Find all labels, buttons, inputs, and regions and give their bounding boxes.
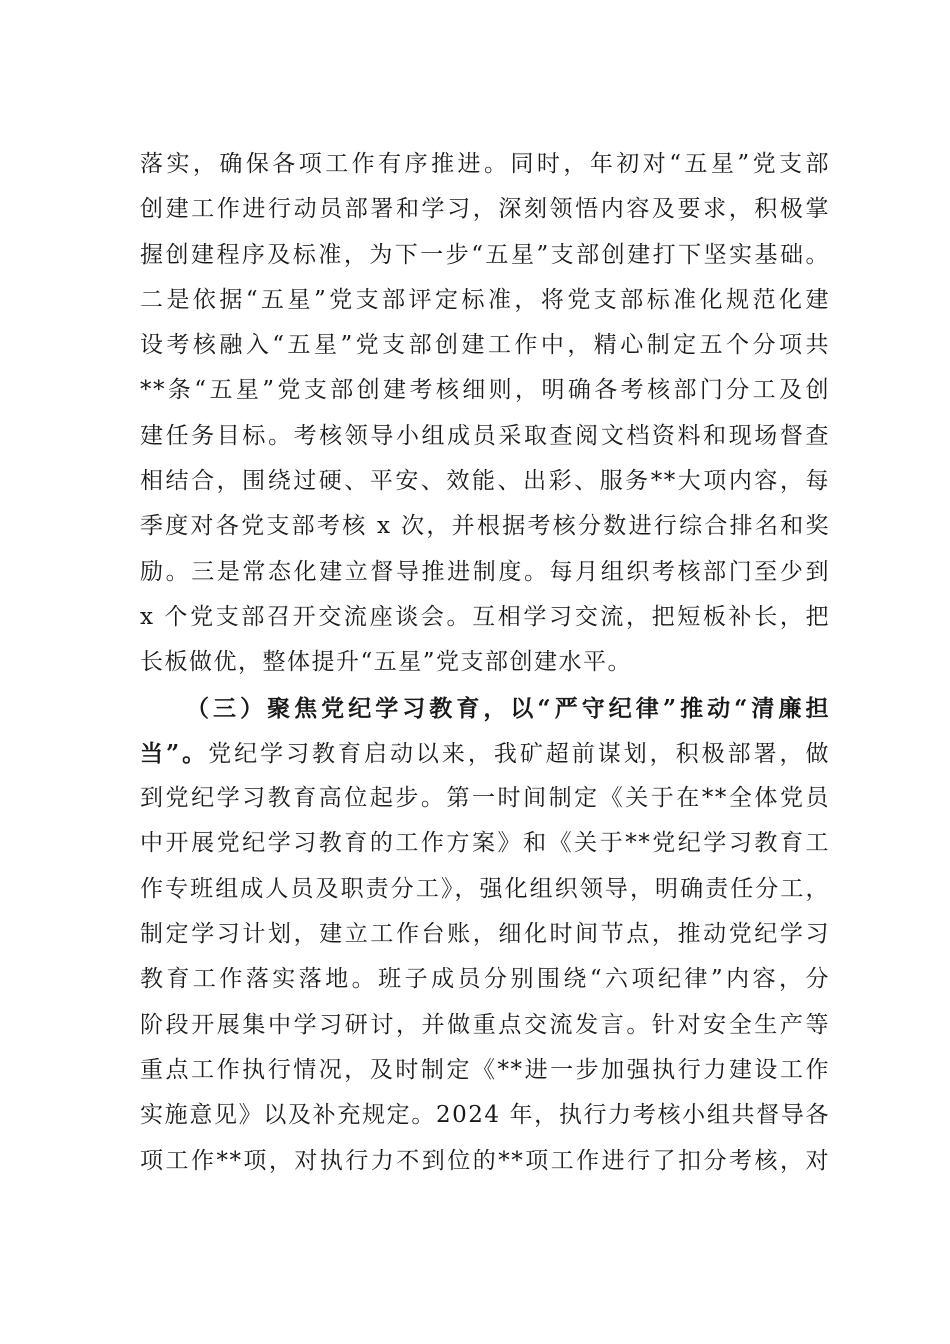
section-heading-continuation [140, 731, 830, 776]
text-line: 制定学习计划，建立工作台账，细化时间节点，推动党纪学习 [140, 921, 830, 948]
text-line: 阶段开展集中学习研讨，并做重点交流发言。针对安全生产等 [140, 1011, 830, 1038]
text-line: 教育工作落实落地。班子成员分别围绕“六项纪律”内容，分 [140, 966, 830, 993]
text-line: 相结合，围绕过硬、平安、效能、出彩、服务**大项内容，每 [140, 468, 830, 495]
text-line: **条“五星”党支部创建考核细则，明确各考核部门分工及创 [140, 377, 830, 404]
body-text [140, 142, 830, 1184]
text-line: 中开展党纪学习教育的工作方案》和《关于**党纪学习教育工 [140, 830, 830, 857]
text-line: 长板做优，整体提升“五星”党支部创建水平。 [140, 649, 633, 676]
section-heading-text: （三）聚焦党纪学习教育，以“严守纪律”推动“清廉担 [186, 694, 830, 722]
text-line: 重点工作执行情况，及时制定《**进一步加强执行力建设工作 [140, 1056, 830, 1083]
text-line: x 个党支部召开交流座谈会。互相学习交流，把短板补长，把 [140, 603, 830, 630]
text-line: 创建工作进行动员部署和学习，深刻领悟内容及要求，积极掌 [140, 196, 830, 223]
text-line: 励。三是常态化建立督导推进制度。每月组织考核部门至少到 [140, 558, 830, 585]
text-line: 季度对各党支部考核 x 次，并根据考核分数进行综合排名和奖 [140, 513, 830, 540]
text-line: 落实，确保各项工作有序推进。同时，年初对“五星”党支部 [140, 151, 830, 177]
text-line: 设考核融入“五星”党支部创建工作中，精心制定五个分项共 [140, 332, 830, 359]
text-line: 实施意见》以及补充规定。2024 年，执行力考核小组共督导各 [140, 1102, 830, 1129]
text-line: 作专班组成人员及职责分工》，强化组织领导，明确责任分工， [140, 875, 830, 902]
section-heading-end: 当”。 [140, 739, 209, 767]
text-line: 握创建程序及标准，为下一步“五星”支部创建打下坚实基础。 [140, 241, 830, 268]
section-text-start: 党纪学习教育启动以来，我矿超前谋划，积极部署，做 [208, 740, 830, 767]
text-line: 二是依据“五星”党支部评定标准，将党支部标准化规范化建 [140, 286, 830, 313]
text-line: 项工作**项，对执行力不到位的**项工作进行了扣分考核，对 [140, 1147, 830, 1174]
text-line: 到党纪学习教育高位起步。第一时间制定《关于在**全体党员 [140, 785, 830, 812]
text-line: 建任务目标。考核领导小组成员采取查阅文档资料和现场督查 [140, 422, 830, 449]
section-heading [140, 686, 830, 731]
